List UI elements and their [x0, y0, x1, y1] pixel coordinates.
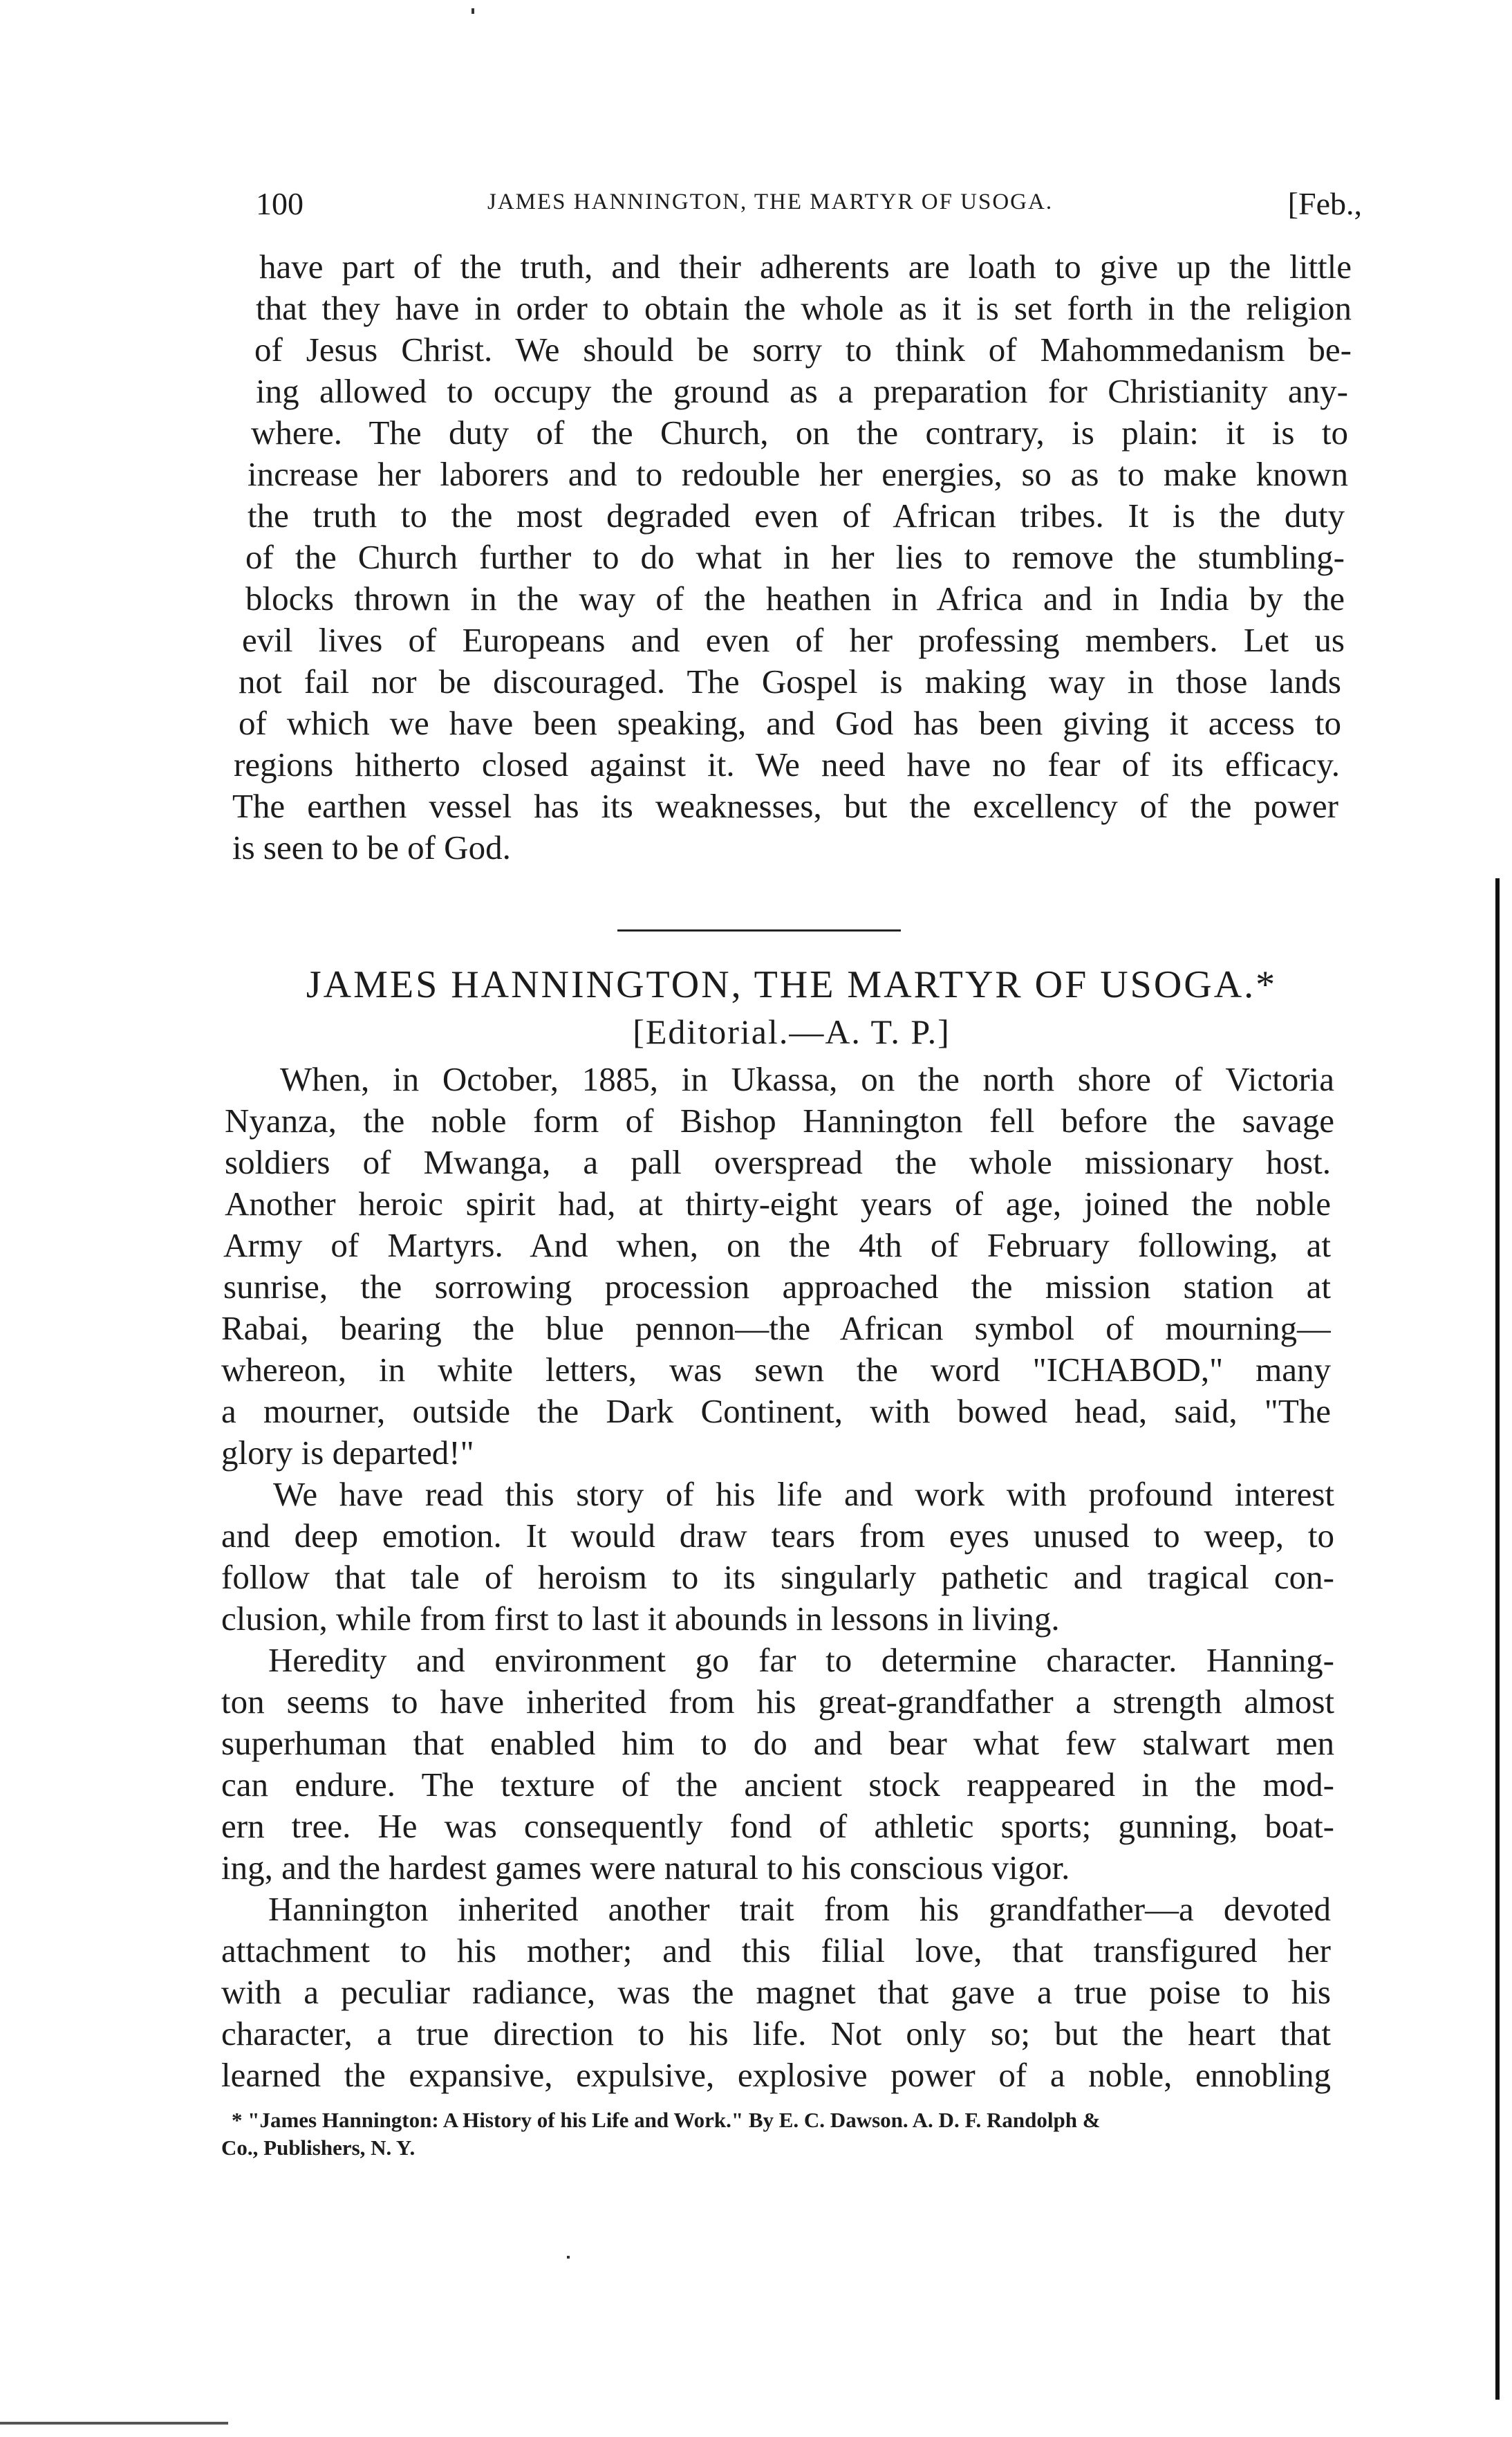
scan-edge-line	[0, 2422, 228, 2425]
footnote-line: * "James Hannington: A History of his Life and Work." By E. C. Dawson. A. D. F. Randolph &	[232, 2108, 1101, 2132]
text-line: regions hitherto closed against it. We need have no fear of its efficacy.	[234, 745, 1340, 784]
text-line: attachment to his mother; and this filial love, that transfigured her	[221, 1931, 1331, 1970]
text-line: Another heroic spirit had, at thirty-eight years of age, joined the noble	[225, 1185, 1331, 1223]
month-label: [Feb.,	[1287, 186, 1362, 221]
section-divider	[617, 929, 901, 932]
text-line: can endure. The texture of the ancient stock reappeared in the mod-	[221, 1766, 1334, 1804]
text-line: that they have in order to obtain the whole as it is set forth in the religion	[256, 289, 1352, 327]
text-line: not fail nor be discouraged. The Gospel is making way in those lands	[239, 662, 1341, 701]
text-line: where. The duty of the Church, on the contrary, is plain: it is to	[251, 414, 1348, 452]
text-line: have part of the truth, and their adherents are loath to give up the little	[259, 248, 1352, 286]
text-line: of Jesus Christ. We should be sorry to think of Mahommedanism be-	[254, 331, 1352, 369]
text-line: whereon, in white letters, was sewn the word "ICHABOD," many	[221, 1351, 1331, 1389]
text-line: clusion, while from first to last it abounds in lessons in living.	[221, 1600, 1060, 1638]
text-line: is seen to be of God.	[232, 828, 511, 867]
text-line: increase her laborers and to redouble her energies, so as to make known	[248, 455, 1348, 493]
text-line: Hannington inherited another trait from his grandfather—a devoted	[268, 1890, 1331, 1928]
text-line: blocks thrown in the way of the heathen in Africa and in India by the	[245, 580, 1345, 618]
page-number: 100	[256, 186, 304, 221]
article-byline: [Editorial.—A. T. P.]	[633, 1012, 951, 1051]
text-line: evil lives of Europeans and even of her professing members. Let us	[242, 621, 1345, 659]
text-line: learned the expansive, expulsive, explosive power of a noble, ennobling	[221, 2056, 1331, 2094]
article-title: JAMES HANNINGTON, THE MARTYR OF USOGA.*	[306, 963, 1278, 1006]
scan-speck	[567, 2256, 570, 2259]
text-line: We have read this story of his life and work with profound interest	[273, 1475, 1334, 1513]
scan-speck	[472, 8, 474, 14]
text-line: and deep emotion. It would draw tears from eyes unused to weep, to	[221, 1517, 1334, 1555]
text-line: sunrise, the sorrowing procession approached the mission station at	[223, 1268, 1331, 1306]
text-line: Heredity and environment go far to determine character. Hanning-	[268, 1641, 1334, 1679]
text-line: a mourner, outside the Dark Continent, with bowed head, said, "The	[221, 1392, 1331, 1430]
text-line: of which we have been speaking, and God has been giving it access to	[239, 704, 1341, 742]
text-line: Nyanza, the noble form of Bishop Hannington fell before the savage	[225, 1102, 1334, 1140]
text-line: soldiers of Mwanga, a pall overspread the whole missionary host.	[225, 1143, 1331, 1181]
running-title: JAMES HANNINGTON, THE MARTYR OF USOGA.	[487, 189, 1054, 214]
footnote-line: Co., Publishers, N. Y.	[221, 2135, 416, 2160]
text-line: The earthen vessel has its weaknesses, but the excellency of the power	[232, 787, 1338, 825]
text-line: the truth to the most degraded even of African tribes. It is the duty	[248, 497, 1345, 535]
text-line: with a peculiar radiance, was the magnet that gave a true poise to his	[221, 1973, 1331, 2011]
scan-margin-bar	[1495, 878, 1500, 2400]
text-line: follow that tale of heroism to its singularly pathetic and tragical con-	[221, 1558, 1334, 1596]
text-line: ton seems to have inherited from his great-grandfather a strength almost	[221, 1683, 1334, 1721]
text-line: Rabai, bearing the blue pennon—the African symbol of mourning—	[221, 1309, 1331, 1347]
text-line: When, in October, 1885, in Ukassa, on the north shore of Victoria	[280, 1060, 1334, 1098]
text-line: ing allowed to occupy the ground as a preparation for Christianity any-	[256, 372, 1348, 410]
page-header	[256, 185, 1362, 227]
text-line: ern tree. He was consequently fond of athletic sports; gunning, boat-	[221, 1807, 1334, 1845]
text-line: ing, and the hardest games were natural to his conscious vigor.	[221, 1848, 1070, 1887]
text-line: of the Church further to do what in her lies to remove the stumbling-	[245, 538, 1345, 576]
text-line: superhuman that enabled him to do and bear what few stalwart men	[221, 1724, 1334, 1762]
text-line: character, a true direction to his life. Not only so; but the heart that	[221, 2014, 1331, 2053]
text-line: glory is departed!"	[221, 1434, 474, 1472]
text-line: Army of Martyrs. And when, on the 4th of February following, at	[223, 1226, 1331, 1264]
